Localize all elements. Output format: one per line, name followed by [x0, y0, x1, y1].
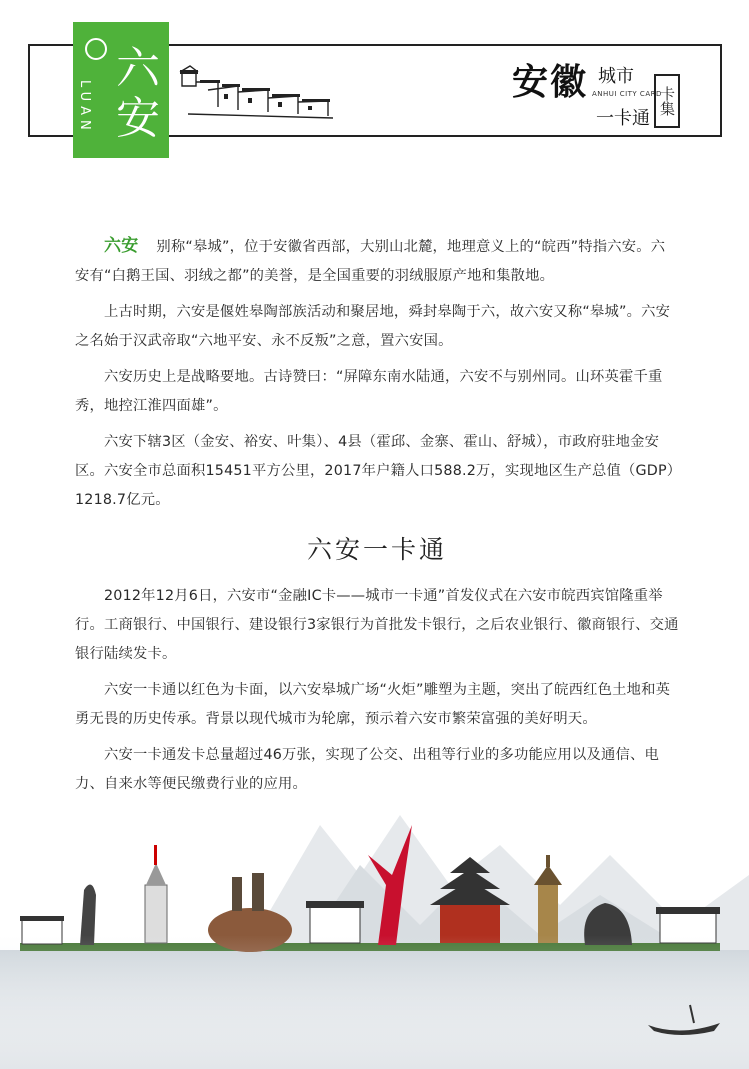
logo-city-name: 六安 — [116, 43, 160, 144]
card-title-english: ANHUI CITY CARD — [592, 90, 662, 98]
card-title-anhui: 安徽 — [512, 61, 589, 103]
logo-latin-text: LUAN — [77, 80, 92, 135]
header-frame-right — [720, 44, 722, 136]
card-paragraph-1: 2012年12月6日，六安市“金融IC卡——城市一卡通”首发仪式在六安市皖西宾馆隆重举行。工商银行、中国银行、建设银行3家银行为首批发卡银行，之后农业银行、徽商银行、交通银行陆续发卡。 — [75, 588, 679, 662]
emblem-icon — [85, 38, 107, 60]
intro-paragraph-4: 六安下辖3区（金安、裕安、叶集）、4县（霍邱、金寨、霍山、舒城），市政府驻地金安区。六安全市总面积15451平方公里，2017年户籍人口588.2万，实现地区生产总值（GDP）1218.7亿元。 — [75, 434, 675, 508]
card-title-yikatong: 一卡通 — [596, 108, 650, 129]
section-title: 六安一卡通 — [306, 535, 447, 564]
header-frame-left — [28, 44, 30, 136]
anhui-city-card-mark — [512, 52, 712, 132]
intro-paragraph-1: 六安 别称“皋城”，位于安徽省西部，大别山北麓，地理意义上的“皖西”特指六安。六安有“白鹅王国、羽绒之都”的美誉，是全国重要的羽绒服原产地和集散地。 — [75, 236, 666, 284]
card-paragraph-2: 六安一卡通以红色为卡面，以六安皋城广场“火炬”雕塑为主题，突出了皖西红色土地和英勇无畏的历史传承。背景以现代城市为轮廓，预示着六安市繁荣富强的美好明天。 — [75, 682, 671, 727]
intro-paragraph-3: 六安历史上是战略要地。古诗赞曰：“屏障东南水陆通，六安不与别州同。山环英霍千重秀，地控江淮四面雄”。 — [75, 369, 663, 414]
card-title-city: 城市 — [598, 66, 634, 87]
card-collection-seal: 卡集 — [654, 74, 680, 128]
card-paragraph-3: 六安一卡通发卡总量超过46万张，实现了公交、出租等行业的多功能应用以及通信、电力、自来水等便民缴费行业的应用。 — [75, 747, 659, 792]
intro-paragraph-2: 上古时期，六安是偃姓皋陶部族活动和聚居地，舜封皋陶于六，故六安又称“皋城”。六安之名始于汉武帝取“六地平安、永不反叛”之意，置六安国。 — [75, 304, 671, 349]
luan-logo — [73, 22, 169, 158]
huizhou-architecture-illustration — [178, 52, 338, 132]
article-body — [75, 232, 679, 806]
city-landmarks-illustration — [0, 785, 749, 1069]
lead-city-name: 六安 — [104, 236, 139, 256]
